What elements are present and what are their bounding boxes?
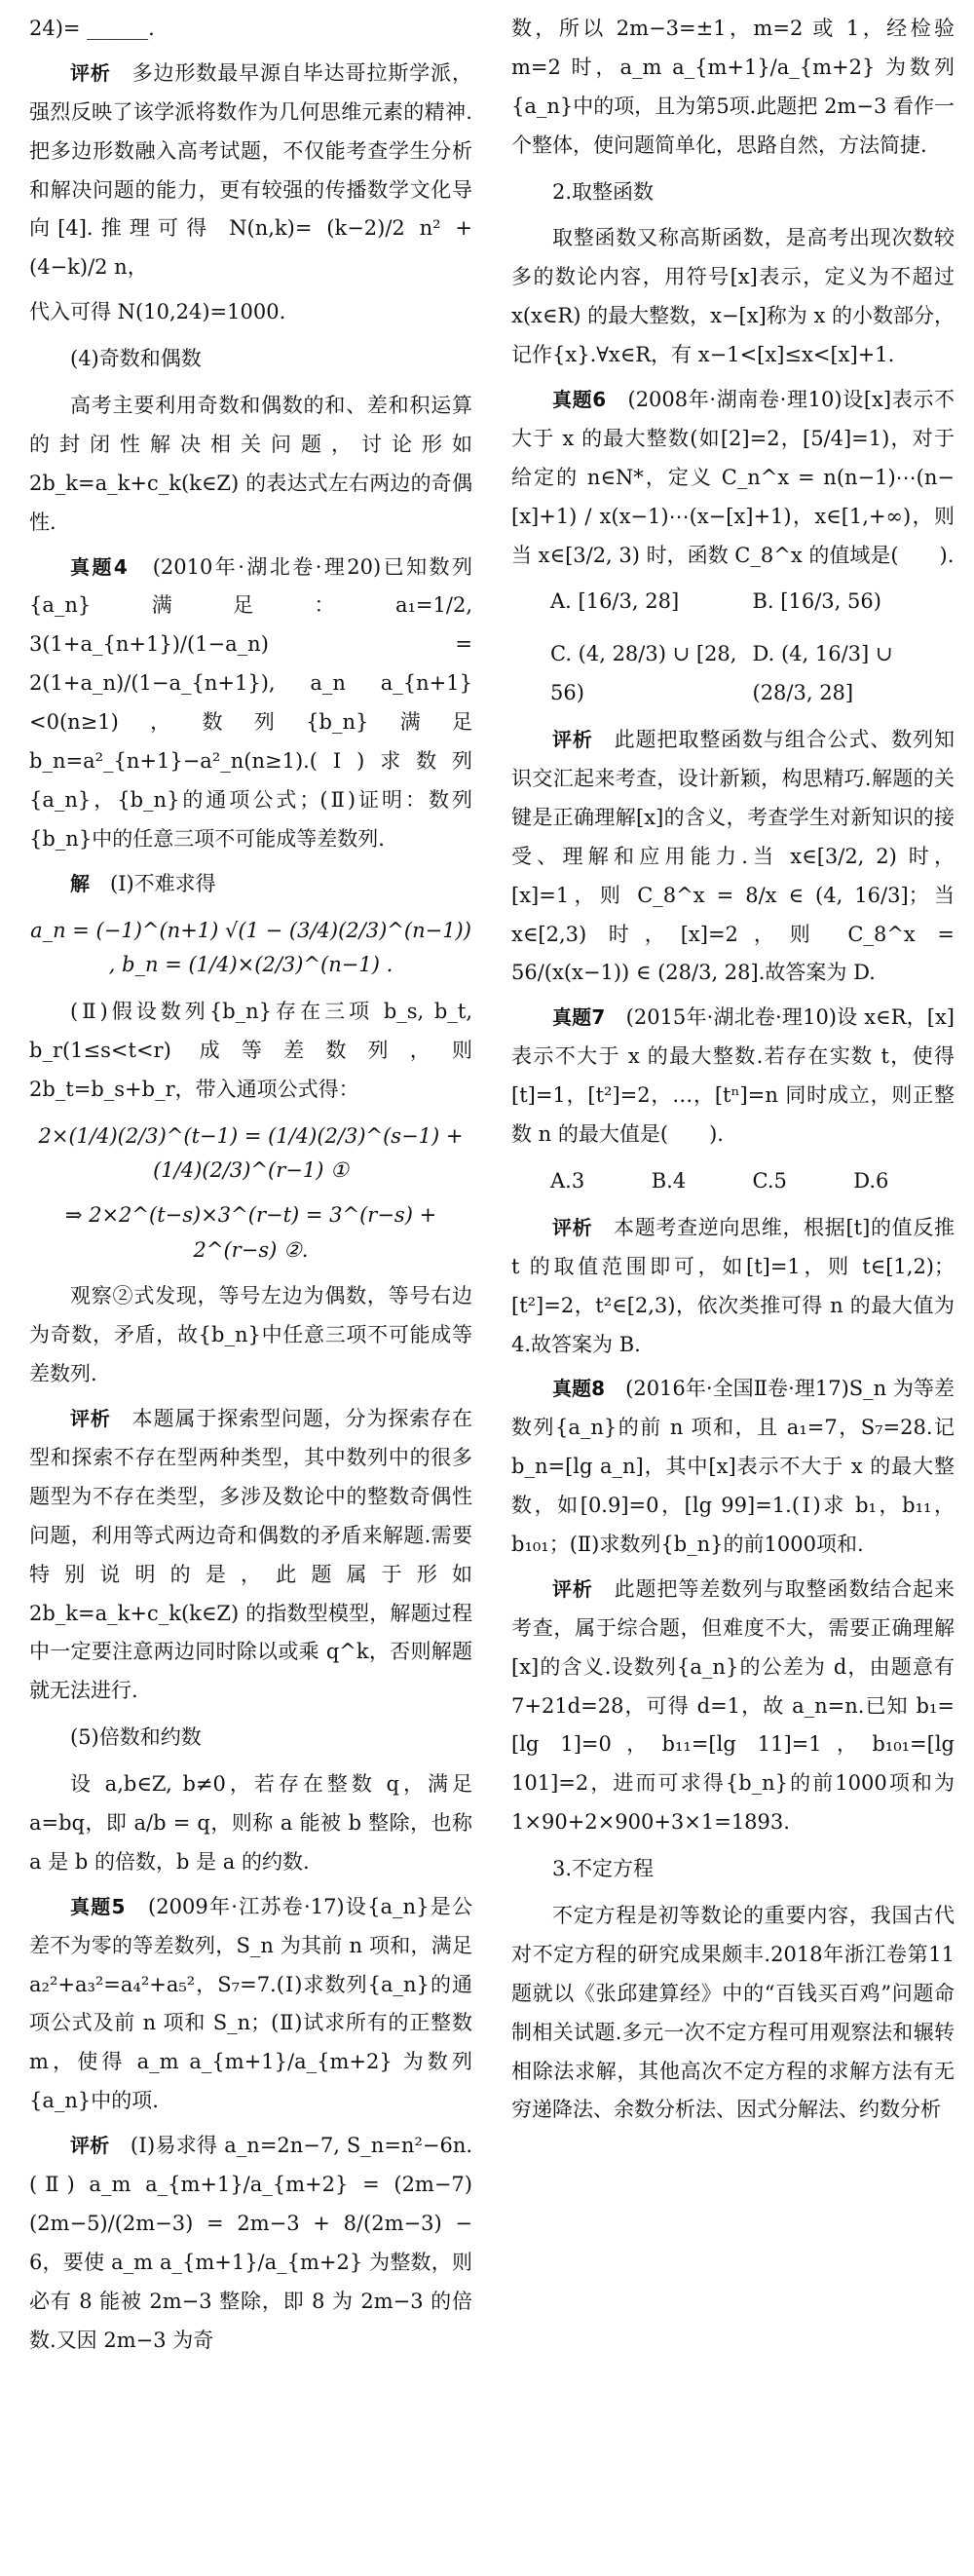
solution: 解 (Ⅰ)不难求得 [70, 871, 216, 895]
section-heading: 3.不定方程 [552, 1857, 655, 1881]
paragraph-commentary: 评析 本题属于探索型问题，分为探索存在型和探索不存在型两种类型，其中数列中的很多题型为不存在类型，多涉及数论中的整数奇偶性问题，利用等式两边奇和偶数的矛盾来解题.需要特别说明的是，此题属于形如 2b_k=a_k+c_k(k∈Z) 的指数型模型，解题过程中一定要注意两边同时除以或乘 q^k，否则解题就无法进行. [29, 1407, 473, 1703]
problem-6: 真题6 (2008年·湖南卷·理10)设[x]表示不大于 x 的最大整数(如[2]=2，[5/4]=1)，对于给定的 n∈N*，定义 C_n^x = n(n−1)⋯(n−[x]+1) / x(x−1)⋯(x−[x]+1)，x∈[1,+∞)，则当 x∈[3/2, 3) 时，函数 C_8^x 的值域是( ). [511, 388, 955, 567]
formula: ⇒ 2×2^(t−s)×3^(r−t) = 3^(r−s) + 2^(r−s) ②. [64, 1203, 437, 1262]
choice-c: C. (4, 28/3) ∪ [28, 56) [550, 642, 737, 705]
paragraph: 高考主要利用奇数和偶数的和、差和积运算的封闭性解决相关问题，讨论形如 2b_k=a_k+c_k(k∈Z) 的表达式左右两边的奇偶性. [29, 394, 472, 534]
paragraph: 观察②式发现，等号左边为偶数，等号右边为奇数，矛盾，故{b_n}中任意三项不可能成等差数列. [29, 1284, 472, 1386]
text-line: 24)= ______. [29, 17, 155, 40]
paragraph-commentary: 评析 此题把等差数列与取整函数结合起来考查，属于综合题，但难度不大，需要正确理解[x]的含义.设数列{a_n}的公差为 d，由题意有 7+21d=28，可得 d=1，故 a_n=n.已知 b₁=[lg 1]=0，b₁₁=[lg 11]=1，b₁₀₁=[lg 101]=2，进而可求得{b_n}的前1000项和为 1×90+2×900+3×1=1893. [511, 1576, 955, 1835]
choice-list [550, 1162, 955, 1201]
formula: a_n = (−1)^(n+1) √(1 − (3/4)(2/3)^(n−1)) , b_n = (1/4)×(2/3)^(n−1) . [30, 918, 471, 977]
paragraph-commentary: 评析 (Ⅰ)易求得 a_n=2n−7, S_n=n²−6n.(Ⅱ) a_m a_{m+1}/a_{m+2} = (2m−7)(2m−5)/(2m−3) = 2m−3 + 8/(2m−3) − 6，要使 a_m a_{m+1}/a_{m+2} 为整数，则必有 8 能被 2m−3 整除，即 8 为 2m−3 的倍数.又因 2m−3 为奇 [29, 2134, 473, 2352]
paragraph-commentary: 评析 多边形数最早源自毕达哥拉斯学派，强烈反映了该学派将数作为几何思维元素的精神.把多边形数融入高考试题，不仅能考查学生分析和解决问题的能力，更有较强的传播数学文化导向[4].推理可得 N(n,k)= (k−2)/2 n² + (4−k)/2 n， [29, 60, 473, 280]
problem-4: 真题4 (2010年·湖北卷·理20)已知数列{a_n}满足：a₁=1/2, 3(1+a_{n+1})/(1−a_n) = 2(1+a_n)/(1−a_{n+1}), a_n a_{n+1}<0(n≥1)，数列{b_n}满足 b_n=a²_{n+1}−a²_n(n≥1).(Ⅰ)求数列{a_n}，{b_n}的通项公式；(Ⅱ)证明：数列{b_n}中的任意三项不可能成等差数列. [29, 554, 472, 851]
choice-b: B. [16/3, 56) [752, 589, 881, 614]
choice-d: D.6 [853, 1168, 889, 1193]
choice-c: C.5 [752, 1168, 787, 1193]
paragraph: (Ⅱ)假设数列{b_n}存在三项 b_s, b_t, b_r(1≤s<t<r) 成等差数列，则 2b_t=b_s+b_r，带入通项公式得： [29, 999, 472, 1101]
text-line: 代入可得 N(10,24)=1000. [29, 300, 286, 324]
choice-a: A.3 [550, 1168, 585, 1193]
paragraph-commentary: 评析 此题把取整函数与组合公式、数列知识交汇起来考查，设计新颖，构思精巧.解题的关键是正确理解[x]的含义，考查学生对新知识的接受、理解和应用能力.当 x∈[3/2, 2) 时，[x]=1，则 C_8^x = 8/x ∈ (4, 16/3]；当 x∈[2,3) 时，[x]=2，则 C_8^x = 56/(x(x−1)) ∈ (28/3, 28].故答案为 D. [511, 728, 955, 985]
choice-a: A. [16/3, 28] [550, 589, 680, 614]
paragraph: 不定方程是初等数论的重要内容，我国古代对不定方程的研究成果颇丰.2018年浙江卷第11题就以《张邱建算经》中的“百钱买百鸡”问题命制相关试题.多元一次不定方程可用观察法和辗转相除法求解，其他高次不定方程的求解方法有无穷递降法、余数分析法、因式分解法、约数分析 [511, 1903, 955, 2122]
right-column [511, 10, 955, 2136]
section-heading: (4)奇数和偶数 [70, 347, 202, 371]
paragraph: 数，所以 2m−3=±1，m=2 或 1，经检验 m=2 时，a_m a_{m+1}/a_{m+2} 为数列{a_n}中的项，且为第5项.此题把 2m−3 看作一个整体，使问题简单化，思路自然，方法简捷. [511, 17, 955, 157]
paragraph-commentary: 评析 本题考查逆向思维，根据[t]的值反推 t 的取值范围即可，如[t]=1，则 t∈[1,2)；[t²]=2，t²∈[2,3)，依次类推可得 n 的最大值为 4.故答案为 B. [511, 1215, 955, 1356]
problem-7: 真题7 (2015年·湖北卷·理10)设 x∈R，[x]表示不大于 x 的最大整数.若存在实数 t，使得[t]=1，[t²]=2，…，[tⁿ]=n 同时成立，则正整数 n 的最大值是( ). [511, 1005, 955, 1147]
left-column [29, 10, 472, 2366]
choice-list [550, 583, 955, 713]
paragraph: 设 a,b∈Z, b≠0，若存在整数 q，满足 a=bq，即 a/b = q，则称 a 能被 b 整除，也称 a 是 b 的倍数，b 是 a 的约数. [29, 1772, 472, 1874]
choice-b: B.4 [651, 1168, 687, 1193]
choice-d: D. (4, 16/3] ∪ (28/3, 28] [752, 642, 893, 705]
paragraph: 取整函数又称高斯函数，是高考出现次数较多的数论内容，用符号[x]表示，定义为不超过 x(x∈R) 的最大整数，x−[x]称为 x 的小数部分，记作{x}.∀x∈R，有 x−1<[x]≤x<[x]+1. [511, 226, 955, 367]
problem-8: 真题8 (2016年·全国Ⅱ卷·理17)S_n 为等差数列{a_n}的前 n 项和，且 a₁=7，S₇=28.记 b_n=[lg a_n]，其中[x]表示不大于 x 的最大整数，如[0.9]=0，[lg 99]=1.(Ⅰ)求 b₁，b₁₁，b₁₀₁；(Ⅱ)求数列{b_n}的前1000项和. [511, 1377, 955, 1556]
label: 评析 [70, 60, 111, 85]
section-heading: 2.取整函数 [552, 179, 655, 204]
problem-5: 真题5 (2009年·江苏卷·17)设{a_n}是公差不为零的等差数列，S_n 为其前 n 项和，满足 a₂²+a₃²=a₄²+a₅²，S₇=7.(Ⅰ)求数列{a_n}的通项公式及前 n 项和 S_n；(Ⅱ)试求所有的正整数 m，使得 a_m a_{m+1}/a_{m+2} 为数列{a_n}中的项. [29, 1894, 473, 2113]
formula: 2×(1/4)(2/3)^(t−1) = (1/4)(2/3)^(s−1) + (1/4)(2/3)^(r−1) ① [38, 1123, 464, 1183]
section-heading: (5)倍数和约数 [70, 1725, 202, 1750]
